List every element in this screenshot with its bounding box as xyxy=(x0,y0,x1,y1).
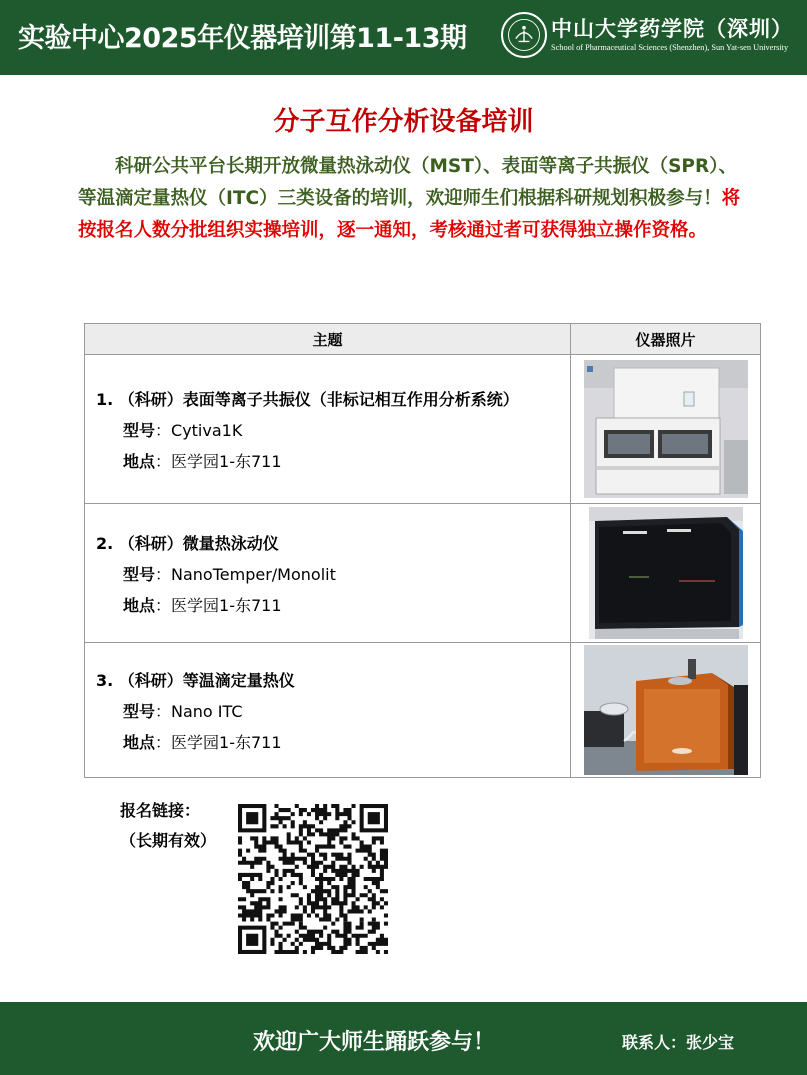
location-value: ：医学园1-东711 xyxy=(155,732,282,752)
intro-paragraph xyxy=(78,151,754,247)
location-label: 地点 xyxy=(123,451,156,471)
column-header-photo: 仪器照片 xyxy=(571,324,761,355)
model-label: 型号 xyxy=(123,701,156,721)
instrument-title: 3. （科研）等温滴定量热仪 xyxy=(96,670,295,690)
column-header-topic: 主题 xyxy=(85,324,571,355)
welcome-text: 欢迎广大师生踊跃参与！ xyxy=(253,1030,496,1055)
instrument-model xyxy=(123,699,570,722)
instrument-photo-cell xyxy=(571,643,761,778)
instrument-title: 1. （科研）表面等离子共振仪（非标记相互作用分析系统） xyxy=(96,389,519,409)
location-value: ：医学园1-东711 xyxy=(155,451,282,471)
instrument-location xyxy=(123,449,570,472)
spr-instrument-photo xyxy=(584,360,748,498)
itc-instrument-photo xyxy=(584,645,748,775)
university-name-en: School of Pharmaceutical Sciences (Shenzhen), Sun Yat-sen University xyxy=(551,43,789,52)
table-row xyxy=(85,355,761,504)
table-header-row xyxy=(85,324,761,355)
model-value: ：NanoTemper/Monolit xyxy=(155,564,336,584)
intro-text: 科研公共平台长期开放微量热泳动仪（MST）、表面等离子共振仪（SPR）、等温滴定量热仪（ITC）三类设备的培训，欢迎师生们根据科研规划积极参与！ xyxy=(78,156,737,209)
model-label: 型号 xyxy=(123,564,156,584)
instrument-photo-cell xyxy=(571,355,761,504)
registration-validity: （长期有效） xyxy=(120,831,217,850)
model-value: ：Nano ITC xyxy=(155,701,243,721)
instrument-photo-cell xyxy=(571,504,761,643)
university-seal-icon xyxy=(501,12,547,58)
instrument-title: 2. （科研）微量热泳动仪 xyxy=(96,533,279,553)
model-label: 型号 xyxy=(123,420,156,440)
training-title: 分子互作分析设备培训 xyxy=(273,107,534,137)
model-value: ：Cytiva1K xyxy=(155,420,243,440)
instrument-info-cell xyxy=(85,643,571,778)
instrument-info-cell xyxy=(85,355,571,504)
contact-text: 联系人：张少宝 xyxy=(622,1033,735,1052)
instrument-table xyxy=(84,323,761,778)
mst-instrument-photo xyxy=(589,507,743,639)
table-row xyxy=(85,643,761,778)
instrument-location xyxy=(123,593,570,616)
instrument-model xyxy=(123,562,570,585)
footer-bar xyxy=(0,1002,807,1075)
location-value: ：医学园1-东711 xyxy=(155,595,282,615)
registration-qr-code[interactable] xyxy=(238,804,388,954)
registration-link-label: 报名链接： xyxy=(120,801,201,820)
location-label: 地点 xyxy=(123,595,156,615)
instrument-location xyxy=(123,730,570,753)
header-bar xyxy=(0,0,807,75)
instrument-model xyxy=(123,418,570,441)
university-name-cn: 中山大学药学院（深圳） xyxy=(551,16,793,41)
intro-highlight: 将按报名人数分批组织实操培训，逐一通知，考核通过者可获得独立操作资格。 xyxy=(78,188,741,241)
instrument-info-cell xyxy=(85,504,571,643)
table-row xyxy=(85,504,761,643)
registration-label xyxy=(120,796,216,856)
location-label: 地点 xyxy=(123,732,156,752)
page-title: 实验中心2025年仪器培训第11-13期 xyxy=(18,23,467,54)
